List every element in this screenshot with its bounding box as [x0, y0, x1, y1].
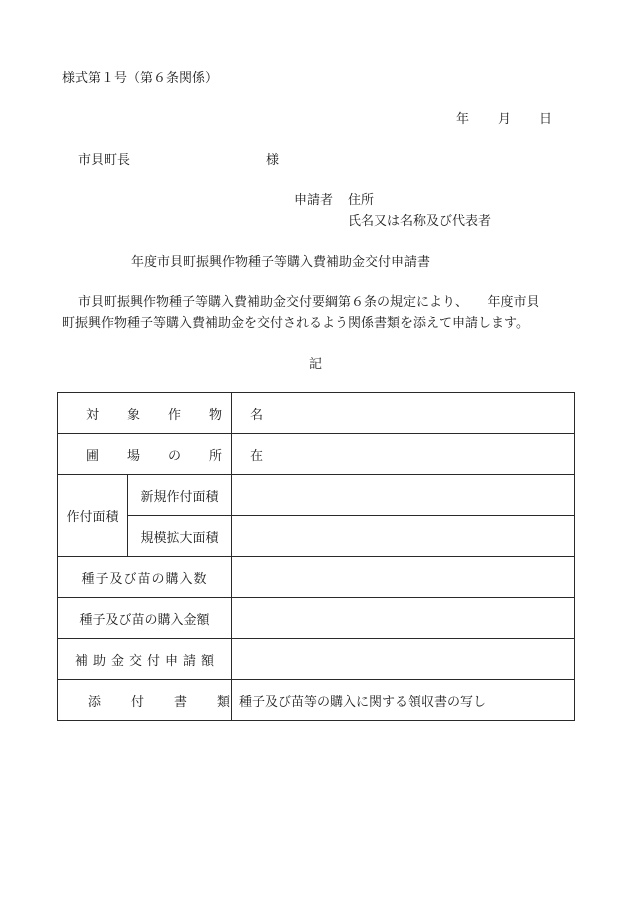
new-area-label: 新規作付面積	[128, 475, 232, 516]
purchase-amount-label: 種子及び苗の購入金額	[58, 598, 232, 639]
purchase-amount-value[interactable]	[232, 598, 575, 639]
addressee-name: 市貝町長	[78, 153, 131, 168]
applicant-label: 申請者	[294, 193, 334, 208]
date-month-label: 月	[498, 112, 512, 127]
form-number: 様式第１号（第６条関係）	[62, 71, 219, 86]
table-row-crop-name	[58, 393, 575, 434]
subsidy-amount-value[interactable]	[232, 639, 575, 680]
purchase-count-label: 種子及び苗の購入数	[58, 557, 232, 598]
applicant-name-label: 氏名又は名称及び代表者	[348, 214, 492, 229]
table-row-new-area	[58, 475, 575, 516]
body-text-line-1: 市貝町振興作物種子等購入費補助金交付要綱第６条の規定により、 年度市貝	[78, 295, 540, 310]
date-year-label: 年	[456, 112, 470, 127]
body-text-line-2: 町振興作物種子等購入費補助金を交付されるよう関係書類を添えて申請します。	[62, 316, 529, 331]
attachments-value: 種子及び苗等の購入に関する領収書の写し	[232, 680, 575, 721]
subsidy-amount-label: 補助金交付申請額	[58, 639, 232, 680]
table-row-expanded-area	[58, 516, 575, 557]
field-location-label: 圃場の所在	[58, 434, 232, 475]
table-row-subsidy-amount	[58, 639, 575, 680]
table-row-purchase-count	[58, 557, 575, 598]
document-title: 年度市貝町振興作物種子等購入費補助金交付申請書	[131, 255, 431, 270]
expanded-area-value[interactable]	[232, 516, 575, 557]
addressee-honorific: 様	[266, 153, 280, 168]
table-row-attachments	[58, 680, 575, 721]
date-day-label: 日	[539, 112, 553, 127]
application-table	[57, 392, 575, 721]
table-row-purchase-amount	[58, 598, 575, 639]
new-area-value[interactable]	[232, 475, 575, 516]
ki-heading: 記	[309, 357, 323, 372]
expanded-area-label: 規模拡大面積	[128, 516, 232, 557]
crop-name-label: 対象作物名	[58, 393, 232, 434]
planting-area-label: 作付面積	[58, 475, 128, 557]
table-row-field-location	[58, 434, 575, 475]
attachments-label: 添付書類	[58, 680, 232, 721]
applicant-address-label: 住所	[348, 193, 375, 208]
purchase-count-value[interactable]	[232, 557, 575, 598]
